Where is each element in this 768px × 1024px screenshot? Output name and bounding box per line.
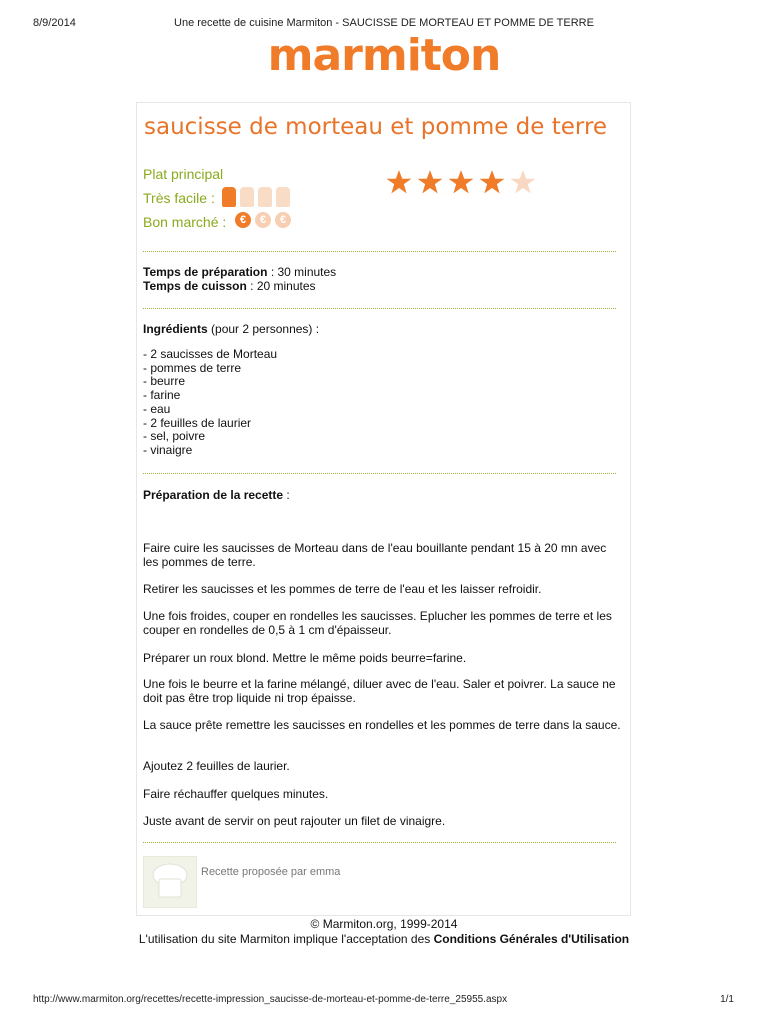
euro-coin-icon: € <box>235 212 251 228</box>
ingredient-item: - vinaigre <box>143 442 193 457</box>
step-text: Une fois froides, couper en rondelles les saucisses. Eplucher les pommes de terre et les couper en rondelles de 0,5 à 1 cm d'épaisseur. <box>143 609 612 637</box>
cook-time-value: : 20 minutes <box>246 279 316 293</box>
ingredient-item: - 2 feuilles de laurier <box>143 415 252 430</box>
euro-coin-icon: € <box>275 212 291 228</box>
page-number: 1/1 <box>720 994 734 1005</box>
star-icon <box>510 169 536 195</box>
star-icon <box>386 169 412 195</box>
step-text: Faire réchauffer quelques minutes. <box>143 787 329 801</box>
euro-coin-icon: € <box>255 212 271 228</box>
step-text: La sauce prête remettre les saucisses en rondelles et les pommes de terre dans la sauce. <box>143 718 621 732</box>
prep-time-value: : 30 minutes <box>267 265 337 279</box>
recipe-author: Recette proposée par emma <box>201 866 341 878</box>
difficulty-label: Très facile : <box>143 190 215 206</box>
cost-label: Bon marché : <box>143 214 227 230</box>
print-date: 8/9/2014 <box>33 17 76 29</box>
terms-text: L'utilisation du site Marmiton implique l'acceptation des <box>138 932 434 946</box>
ingredient-item: - beurre <box>143 374 186 389</box>
cook-time-label: Temps de cuisson <box>143 279 247 293</box>
star-rating <box>386 169 536 195</box>
divider <box>143 308 616 309</box>
chef-hat-icon <box>276 187 290 207</box>
ingredient-item: - eau <box>143 401 171 416</box>
marmiton-logo[interactable]: marmiton <box>267 30 501 81</box>
terms-line <box>0 932 768 946</box>
print-url: http://www.marmiton.org/recettes/recette-impression_saucisse-de-morteau-et-pomme-de-terre_25955.aspx <box>33 994 508 1005</box>
ingredients-note: (pour 2 personnes) : <box>207 322 320 336</box>
ingredient-item: - 2 saucisses de Morteau <box>143 347 278 361</box>
copyright: © Marmiton.org, 1999-2014 <box>310 917 458 931</box>
ingredients-label: Ingrédients <box>143 322 208 336</box>
ingredients-list <box>143 348 277 458</box>
preparation-heading <box>143 488 623 502</box>
terms-link[interactable]: Conditions Générales d'Utilisation <box>433 932 630 946</box>
step-text: Une fois le beurre et la farine mélangé, diluer avec de l'eau. Saler et poivrer. La sauce ne doit pas être trop liquide ni trop épaisse. <box>143 677 616 705</box>
step-text: Retirer les saucisses et les pommes de terre de l'eau et les laisser refroidir. <box>143 582 542 596</box>
times-block <box>143 265 623 293</box>
star-icon <box>448 169 474 195</box>
chef-hat-icon <box>240 187 254 207</box>
step-text: Ajoutez 2 feuilles de laurier. <box>143 759 290 773</box>
print-title: Une recette de cuisine Marmiton - SAUCISSE DE MORTEAU ET POMME DE TERRE <box>174 17 594 29</box>
chef-hat-avatar <box>143 856 197 908</box>
step-text: Préparer un roux blond. Mettre le même poids beurre=farine. <box>143 651 467 665</box>
prep-time-label: Temps de préparation <box>143 265 268 279</box>
divider <box>143 251 616 252</box>
preparation-suffix: : <box>283 488 290 502</box>
star-icon <box>479 169 505 195</box>
ingredients-heading <box>143 322 623 336</box>
step-text: Juste avant de servir on peut rajouter un filet de vinaigre. <box>143 814 446 828</box>
ingredient-item: - sel, poivre <box>143 429 206 444</box>
star-icon <box>417 169 443 195</box>
ingredient-item: - pommes de terre <box>143 360 242 375</box>
recipe-title: saucisse de morteau et pomme de terre <box>144 114 608 140</box>
chef-hat-icon <box>144 857 196 907</box>
ingredient-item: - farine <box>143 388 181 403</box>
step-text: Faire cuire les saucisses de Morteau dans de l'eau bouillante pendant 15 à 20 mn avec les pommes de terre. <box>143 541 607 569</box>
chef-hat-icon <box>222 187 236 207</box>
recipe-category: Plat principal <box>143 166 224 182</box>
divider <box>143 473 616 474</box>
difficulty-rating <box>222 187 290 207</box>
chef-hat-icon <box>258 187 272 207</box>
divider <box>143 842 616 843</box>
cost-rating <box>235 212 291 228</box>
preparation-label: Préparation de la recette <box>143 488 284 502</box>
